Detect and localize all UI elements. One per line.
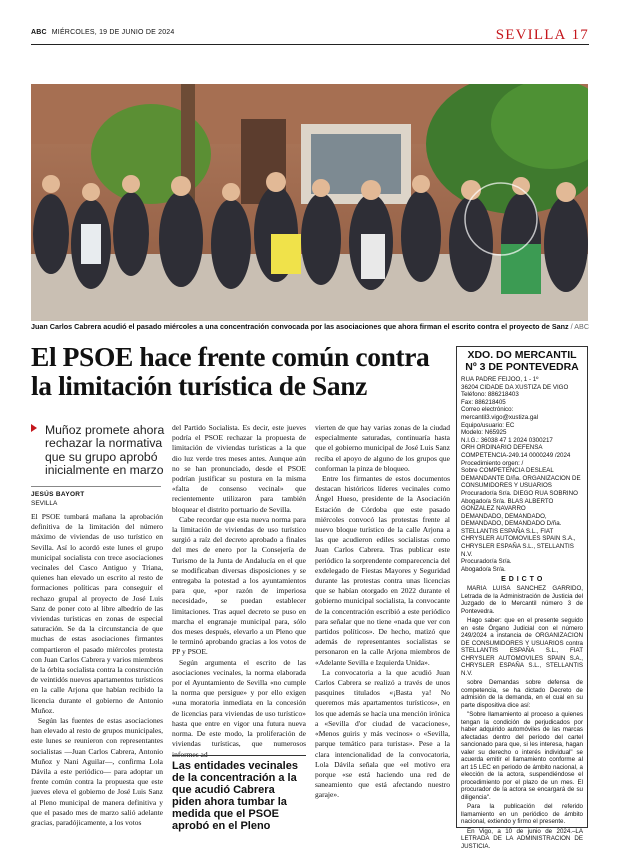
article-column-2 [172,423,306,760]
article-column-3 [315,423,450,801]
notice-line: Procurador/a Sr/a. DIEGO RUA SOBRINO [461,489,578,497]
paragraph: Según argumenta el escrito de las asociaciones vecinales, la norma elaborada por el Ayuntamiento de Sevilla «no cumple la norma que persigue» y por ello exigen «una moratoria inmediata en la concesión de licencias para viviendas de uso turístico» hasta que entre en vigor una futura nueva norma. De este modo, la proliferación de viviendas turísticas, que numerosos informes ad- [172,657,306,759]
issue-date: MIÉRCOLES, 19 DE JUNIO DE 2024 [51,29,175,36]
article-headline: El PSOE hace frente común contra la limitación turística de Sanz [31,341,430,401]
dateline-location: SEVILLA [31,500,58,507]
paragraph: La convocatoria a la que acudió Juan Carlos Cabrera se realizó a través de unos pasquines titulados «¡Basta ya! No queremos más apartamentos turísticos», en los que además se hacía una mención irónica a «Sevilla d'or ciudad de vacaciones», «Menos guiris y más vecinos» o «Sevilla, parque temático para turistas». Pese a la clara intencionalidad de la convocatoria, Lola Dávila señala que «el motivo era porque «se está haciendo una red de saneamiento que está afectando nuestro garaje». [315,667,450,800]
notice-text [461,585,583,850]
article-column-1 [31,512,163,828]
notice-line: RUA PADRE FEIJOO, 1 - 1º [461,376,539,383]
article-subhead: Muñoz promete ahora rechazar la normativa que su grupo aprobó inicialmente en marzo [45,423,165,478]
notice-line: Abogado/a Sr/a. [461,565,506,573]
paragraph: Según las fuentes de estas asociaciones han elevado al resto de grupos municipales, este lunes se reunieron con representantes socialistas —Juan Carlos Cabrera, Antonio Muñoz y Nani Aguilar—, confirma Lola Dávila a este periódico— para adoptar un frente común contra la propuesta que este jueves eleva el gobierno de José Luis Sanz al Pleno municipal de manera definitiva y que el pasado mes de marzo salió adelante gracias, paradójicamente, a los votos [31,716,163,828]
legal-notice-box [456,346,588,850]
notice-line: ORH ORDINARIO DEFENSA COMPETENCIA-249.14 0000249 /2024 [461,444,571,459]
paragraph: del Partido Socialista. Es decir, este jueves podría el PSOE rechazar la propuesta de limitación de viviendas turísticas a la que dio luz verde tres meses antes. Aunque aún no se han pronunciado, desde el PSOE podrían justificar su postura en la misma «falta de consenso vecinal» que recientemente utilizaron para también bloquear el distrito portuario de Sevilla. [172,423,306,514]
triangle-bullet-icon [31,424,37,432]
paragraph: Cabe recordar que esta nueva norma para la limitación de viviendas de uso turístico surgió a raíz del decreto aprobado a finales del mes de enero por la Consejería de Turismo de la Junta de Andalucía en el que se modificaban diversas disposiciones y se entregaba la potestad a los ayuntamientos para que, «por razón de imperiosa necesidad», se puedan establecer limitaciones. Tras aquel decreto se puso en marcha el engranaje municipal para, sólo dos meses después, elevarlo a un Pleno que le terminó aprobando gracias a los votos de PP y PSOE. [172,514,306,657]
notice-line: N.I.G.: 36038 47 1 2024 0300217 [461,436,553,444]
brand-label: ABC [31,29,47,36]
edicto-heading: E D I C T O [501,576,543,584]
notice-line: Procedimiento orgen: / [461,459,524,467]
paragraph: Entre los firmantes de estos documentos destacan históricos líderes vecinales como Ángel Hueso, presidente de la Asociación Estación de Córdoba que este pasado miércoles convocó las protestas frente al nuevo bloque turístico de la calle Arjona a las que acudieron ediles socialistas como Juan Carlos Cabrera. Tras publicar este periódico la sorprendente comparecencia del exdelegado de Fiestas Mayores y Seguridad durante las protestas contra unas licencias que se habían otorgado en 2022 durante el gobierno municipal socialista, la convocante de la concentración escribió a este periódico para señalar que no tiene «nada que ver con partidos políticos». De hecho, matizó que además de representantes socialistas se personaron en la calle Arjona miembros de «Adelante Sevilla e Izquierda Unida». [315,474,450,667]
notice-line: DEMANDANTE D/ña. ORGANIZACION DE CONSUMIDORES Y USUARIOS [461,474,581,490]
notice-line: Modelo: N65925 [461,429,507,437]
notice-line: Abogado/a Sr/a. BLAS ALBERTO GONZALEZ NAVARRO [461,497,554,513]
notice-title: XDO. DO MERCANTIL Nº 3 DE PONTEVEDRA [465,349,579,373]
caption-text: Juan Carlos Cabrera acudió el pasado miércoles a una concentración convocada por las asociaciones que ahora firman el escrito contra el proyecto de Sanz [31,322,569,331]
page-number: 17 [571,27,589,43]
notice-paragraph: sobre Demandas sobre defensa de competencia, se ha dictado Decreto de admisión de la demanda, en el cual en su parte dispositiva dice así: [461,679,583,709]
notice-line: mercantil3.vigo@xustiza.gal [461,413,539,421]
photo-caption [31,322,591,331]
byline [31,490,161,508]
notice-details [461,376,583,573]
notice-paragraph: Para la publicación del referido llamamiento en un periódico de ámbito nacional, extiendo y firmo el presente. [461,803,583,826]
section-name: SEVILLA [495,27,567,43]
notice-line: Equipo/usuario: EC [461,421,515,429]
notice-paragraph: Hago saber: que en el presente seguido en este Órgano Judicial con el número 249/2024 a instancia de ORGANIZACION DE CONSUMIDORES Y USUARIOS contra STELLANTIS ESPAÑA S.L., FIAT CHRYSLER AUTOMOVILES SPAIN S.A., CHRYSLER ESPAÑA S.L., STELLANTIS N.V. [461,617,583,677]
notice-line: Procurador/a Sr/a. [461,558,512,566]
news-photo [31,84,588,321]
byline-divider [31,486,161,487]
notice-line: Teléfono: 886218403 [461,391,519,399]
page-header-right [496,27,589,44]
notice-line: Fax: 886218405 [461,398,506,406]
paragraph: El PSOE tumbará mañana la aprobación definitiva de la limitación del número máximo de viviendas de uso turístico en Sevilla. Así lo acordó este lunes el grupo municipal socialista con trece asociaciones vecinales del Casco Antiguo y Triana, quienes han elevado un escrito al resto de formaciones políticas para conseguir el rechazo grupal al proyecto de José Luis Sanz de poner coto al libre albedrío de las viviendas turísticas en zonas de especial saturación. Se da la circunstancia de que muchas de estas asociaciones firmantes compartieron el pasado miércoles protesta con Juan Carlos Cabrera y varios miembros de la órbita socialista contra la construcción de veintidós nuevos apartamentos turísticos en la calle Arjona que habían recibido la licencia durante el gobierno de Antonio Muñoz. [31,512,163,715]
header-rule [31,44,589,45]
pull-quote-divider [172,755,306,756]
photo-credit: / ABC [570,322,590,331]
notice-line: Sobre COMPETENCIA DESLEAL [461,467,554,475]
paragraph: vierten de que hay varias zonas de la ciudad especialmente saturadas, continuaría hasta que el gobierno municipal de José Luis Sanz reciba el apoyo de alguno de los grupos que conforman la pinza de bloqueo. [315,423,450,473]
notice-paragraph: "Sobre llamamiento al proceso a quienes tengan la condición de perjudicados por haber adquirido automóviles de las marcas afectadas dentro del período del cartel sancionado para que, si les interesa, hagan valer su derecho o interés individual" se acuerda emitir el llamamiento conforme al art 15 LEC en periodo de ámbito nacional, a elección de la actora, suspendiéndose el procedimiento por el plazo de un mes. El procurador de la actora se encargará de su diligencia". [461,711,583,801]
notice-paragraph: MARIA LUISA SANCHEZ GARRIDO, Letrada de la Administración de Justicia del Juzgado de lo Mercantil número 3 de Pontevedra. [461,585,583,615]
notice-line: Correo electrónico: [461,406,514,414]
pull-quote: Las entidades vecinales de la concentración a la que acudió Cabrera piden ahora tumbar la medida que el PSOE aprobó en el Pleno [172,760,298,832]
author-name: JESÚS BAYORT [31,491,85,498]
notice-paragraph: En Vigo, a 10 de junio de 2024.–LA LETRADA DE LA ADMINISTRACION DE JUSTICIA. [461,827,583,850]
notice-line: 36204 CIDADE DA XUSTIZA DE VIGO [461,383,569,391]
page-header-left [31,29,174,36]
notice-line: DEMANDADO, DEMANDADO, DEMANDADO, DEMANDADO D/ña. STELLANTIS ESPAÑA S.L., FIAT CHRYSLER AUTOMOVILES SPAIN S.A., CHRYSLER ESPAÑA S.L., STELLANTIS N.V. [461,512,576,558]
protest-photo-illustration [31,84,588,321]
